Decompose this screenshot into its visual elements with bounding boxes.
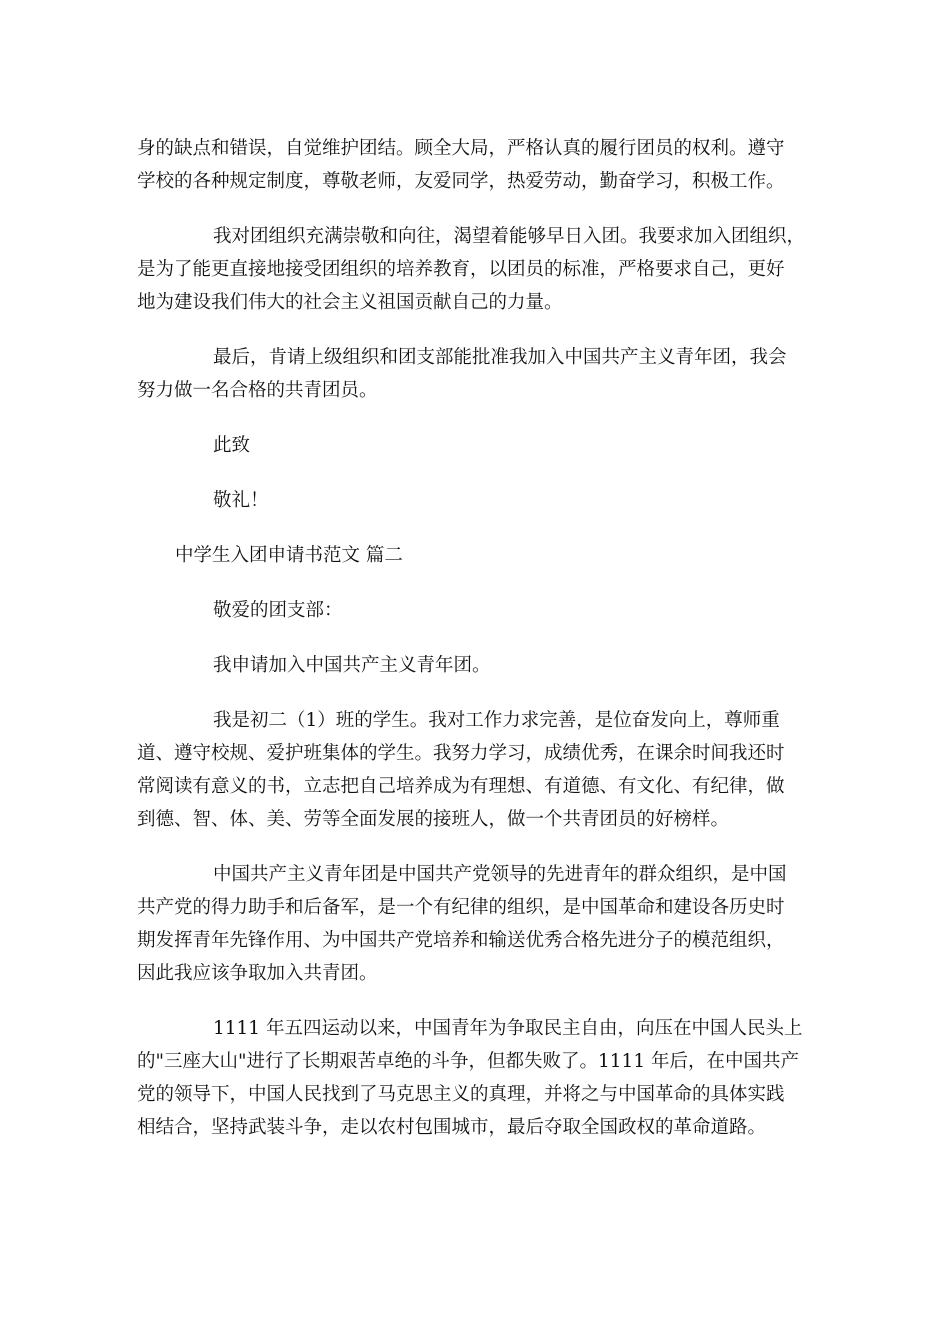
text-line: 期发挥青年先锋作用、为中国共产党培养和输送优秀合格先进分子的模范组织， [137, 930, 785, 951]
paragraph-7 [137, 1012, 813, 1144]
text-line: 身的缺点和错误，自觉维护团结。顾全大局，严格认真的履行团员的权利。遵守 [137, 138, 785, 159]
text-line: 道、遵守校规、爱护班集体的学生。我努力学习，成绩优秀，在课余时间我还时 [137, 743, 785, 764]
text-line: 党的领导下，中国人民找到了马克思主义的真理，并将之与中国革命的具体实践 [137, 1084, 785, 1105]
salutation: 敬爱的团支部： [213, 600, 343, 621]
text-line: 是为了能更直接地接受团组织的培养教育，以团员的标准，严格要求自己，更好 [137, 259, 785, 280]
text-line: 最后，肯请上级组织和团支部能批准我加入中国共产主义青年团，我会 [213, 347, 787, 368]
text-line: 相结合，坚持武装斗争，走以农村包围城市，最后夺取全国政权的革命道路。 [137, 1117, 767, 1138]
text-line: 努力做一名合格的共青团员。 [137, 380, 378, 401]
paragraph-2 [137, 220, 813, 319]
text-line: 我对团组织充满崇敬和向往，渴望着能够早日入团。我要求加入团组织， [213, 226, 806, 247]
text-line: 中国共产主义青年团是中国共产党领导的先进青年的群众组织，是中国 [213, 864, 787, 885]
paragraph-4: 我申请加入中国共产主义青年团。 [213, 655, 491, 676]
paragraph-1 [137, 132, 813, 198]
paragraph-5 [137, 704, 813, 836]
document-body [137, 132, 813, 1144]
text-line: 因此我应该争取加入共青团。 [137, 963, 378, 984]
text-line: 学校的各种规定制度，尊敬老师，友爱同学，热爱劳动，勤奋学习，积极工作。 [137, 171, 785, 192]
closing-line-2: 敬礼！ [213, 490, 269, 511]
text-line: 地为建设我们伟大的社会主义祖国贡献自己的力量。 [137, 292, 563, 313]
section-title: 中学生入团申请书范文 篇二 [175, 545, 403, 566]
text-line: 1111 年五四运动以来，中国青年为争取民主自由，向压在中国人民头上 [213, 1018, 803, 1039]
text-line: 我是初二（1）班的学生。我对工作力求完善，是位奋发向上，尊师重 [213, 710, 780, 731]
closing-line-1: 此致 [213, 435, 251, 456]
paragraph-6 [137, 858, 813, 990]
text-line: 共产党的得力助手和后备军，是一个有纪律的组织，是中国革命和建设各历史时 [137, 897, 785, 918]
text-line: 常阅读有意义的书，立志把自己培养成为有理想、有道德、有文化、有纪律，做 [137, 776, 785, 797]
paragraph-3 [137, 341, 813, 407]
text-line: 的"三座大山"进行了长期艰苦卓绝的斗争，但都失败了。1111 年后，在中国共产 [137, 1051, 799, 1072]
text-line: 到德、智、体、美、劳等全面发展的接班人，做一个共青团员的好榜样。 [137, 809, 730, 830]
